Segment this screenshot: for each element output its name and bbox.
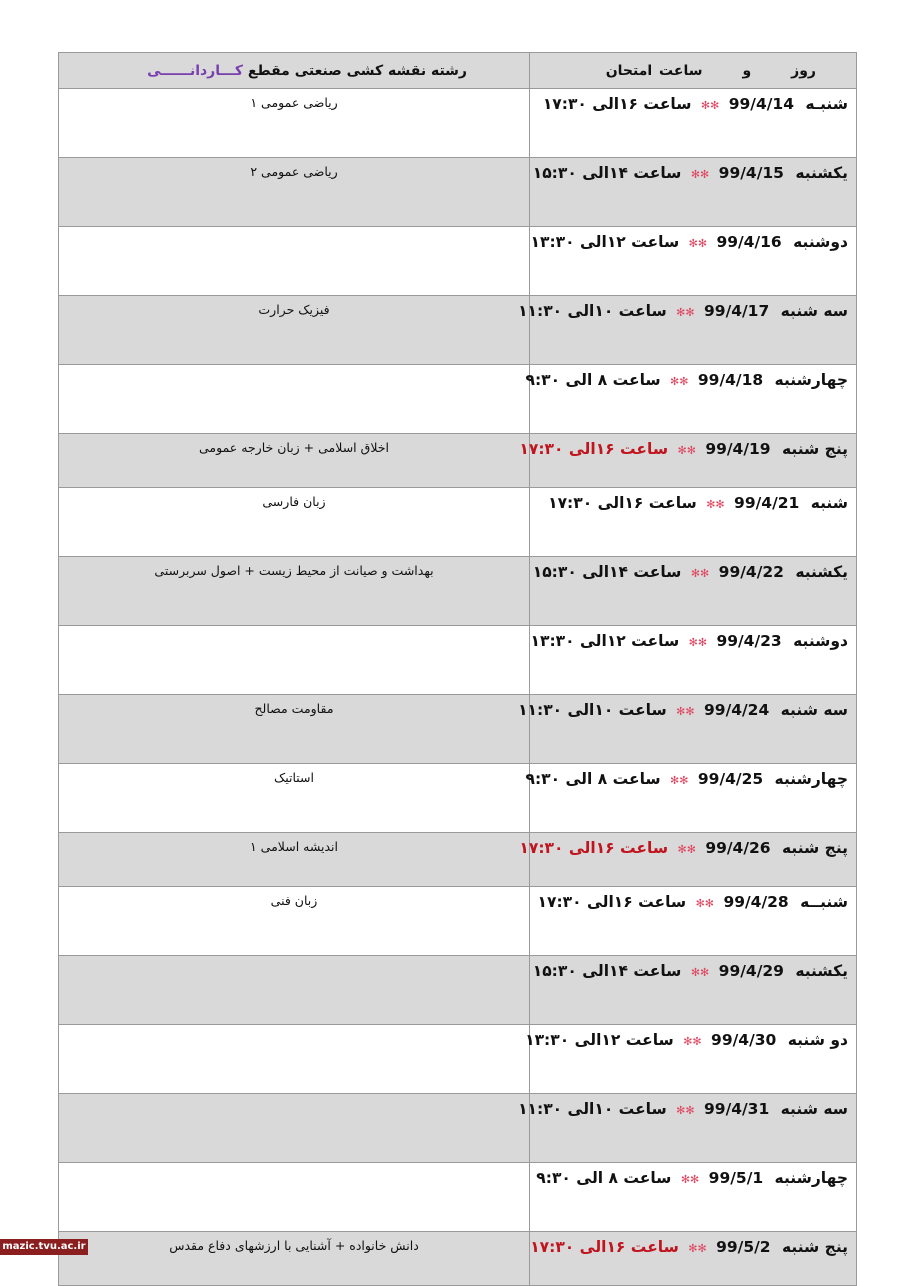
table-row (59, 956, 857, 1025)
time-label: ساعت ۱۲الی ۱۳:۳۰ (530, 233, 680, 251)
time-label: ساعت ۱۲الی ۱۳:۳۰ (525, 1031, 674, 1049)
course-cell: زبان فنی (59, 887, 530, 956)
star-marker: ✻✻ (688, 636, 708, 649)
time-label: ساعت ۱۲الی ۱۳:۳۰ (530, 632, 680, 650)
date-label: 99/5/2 (716, 1238, 771, 1256)
course-cell: ریاضی عمومی ۲ (59, 158, 530, 227)
exam-date-cell (525, 764, 857, 833)
day-label: یکشنبه (795, 164, 848, 182)
date-label: 99/4/26 (705, 839, 771, 857)
site-logo: mazic.tvu.ac.ir (0, 1239, 88, 1255)
table-row (59, 764, 857, 833)
time-label: ساعت ۱۶الی ۱۷:۳۰ (519, 440, 669, 458)
course-cell: مقاومت مصالح (59, 695, 530, 764)
day-label: یکشنبه (795, 962, 848, 980)
date-label: 99/4/14 (728, 95, 794, 113)
exam-date-cell (525, 1025, 857, 1094)
exam-schedule (59, 52, 857, 1286)
time-label: ساعت ۱۰الی ۱۱:۳۰ (518, 1100, 667, 1118)
time-label: ساعت ۱۶الی ۱۷:۳۰ (548, 494, 697, 512)
day-label: پنج شنبه (781, 440, 848, 458)
date-label: 99/4/29 (718, 962, 784, 980)
course-cell (59, 1025, 530, 1094)
star-marker: ✻✻ (695, 897, 715, 910)
time-label: ساعت ۸ الی ۹:۳۰ (525, 770, 661, 788)
time-label: ساعت ۸ الی ۹:۳۰ (536, 1169, 672, 1187)
exam-date-cell (518, 695, 857, 764)
date-label: 99/4/19 (705, 440, 771, 458)
day-label: دو شنبه (787, 1031, 848, 1049)
course-cell: ریاضی عمومی ۱ (59, 89, 530, 158)
star-marker: ✻✻ (688, 237, 708, 250)
time-label: ساعت ۱۰الی ۱۱:۳۰ (518, 302, 667, 320)
date-label: 99/5/1 (708, 1169, 764, 1187)
table-row (59, 89, 857, 158)
table-row (59, 227, 857, 296)
exam-date-cell (530, 89, 857, 158)
date-label: 99/4/25 (697, 770, 764, 788)
table-row (59, 434, 857, 488)
exam-date-cell (530, 887, 857, 956)
header-day-label: روز (791, 62, 816, 79)
course-cell: اندیشه اسلامی ۱ (59, 833, 530, 887)
time-label: ساعت ۱۰الی ۱۱:۳۰ (518, 701, 667, 719)
header-time-label: ساعت امتحان (605, 62, 703, 79)
exam-date-cell (519, 833, 857, 887)
header-day-time (530, 53, 857, 89)
day-label: پنج شنبه (781, 839, 848, 857)
course-cell: اخلاق اسلامی + زبان خارجه عمومی (59, 434, 530, 488)
course-cell: فیزیک حرارت (59, 296, 530, 365)
table-row (59, 158, 857, 227)
date-label: 99/4/21 (734, 494, 800, 512)
table-row (59, 557, 857, 626)
day-label: سه شنبه (780, 302, 848, 320)
star-marker: ✻✻ (670, 774, 689, 787)
date-label: 99/4/30 (711, 1031, 777, 1049)
day-label: دوشنبه (793, 632, 848, 650)
star-marker: ✻✻ (690, 168, 710, 181)
course-cell (59, 365, 530, 434)
day-label: دوشنبه (793, 233, 848, 251)
day-label: یکشنبه (795, 563, 848, 581)
time-label: ساعت ۱۶الی ۱۷:۳۰ (530, 1238, 679, 1256)
date-label: 99/4/16 (716, 233, 782, 251)
date-label: 99/4/23 (716, 632, 782, 650)
exam-date-cell (530, 227, 857, 296)
course-cell: دانش خانواده + آشنایی با ارزشهای دفاع مقدس (59, 1232, 530, 1286)
course-cell: بهداشت و صیانت از محیط زیست + اصول سربرستی (59, 557, 530, 626)
exam-date-cell (518, 296, 857, 365)
table-row (59, 296, 857, 365)
star-marker: ✻✻ (677, 843, 696, 856)
star-marker: ✻✻ (690, 966, 710, 979)
star-marker: ✻✻ (670, 375, 689, 388)
table-row (59, 488, 857, 557)
table-row (59, 887, 857, 956)
time-label: ساعت ۱۶الی ۱۷:۳۰ (537, 893, 687, 911)
exam-schedule-table (58, 52, 857, 1286)
exam-date-cell (530, 1163, 857, 1232)
exam-date-cell (530, 956, 857, 1025)
date-label: 99/4/31 (704, 1100, 770, 1118)
star-marker: ✻✻ (688, 1242, 707, 1255)
exam-date-cell (530, 1232, 857, 1286)
header-level-label: کـــاردانــــــی (147, 62, 243, 79)
exam-date-cell (519, 434, 857, 488)
star-marker: ✻✻ (677, 444, 696, 457)
course-cell (59, 1163, 530, 1232)
exam-date-cell (525, 365, 857, 434)
time-label: ساعت ۱۶الی ۱۷:۳۰ (542, 95, 692, 113)
star-marker: ✻✻ (683, 1035, 702, 1048)
table-row (59, 626, 857, 695)
table-row (59, 1094, 857, 1163)
date-label: 99/4/15 (718, 164, 784, 182)
table-row (59, 695, 857, 764)
time-label: ساعت ۱۴الی ۱۵:۳۰ (532, 962, 682, 980)
exam-date-cell (530, 488, 857, 557)
date-label: 99/4/24 (704, 701, 770, 719)
day-label: چهارشنبه (774, 770, 848, 788)
header-course-label: رشته نقشه کشی صنعتی مقطع (247, 62, 467, 79)
course-cell (59, 1094, 530, 1163)
course-cell: استاتیک (59, 764, 530, 833)
table-row (59, 1025, 857, 1094)
table-row (59, 365, 857, 434)
course-cell: زبان فارسی (59, 488, 530, 557)
exam-date-cell (530, 158, 857, 227)
day-label: شنبــه (800, 893, 848, 911)
day-label: شنبه (810, 494, 848, 512)
table-row (59, 833, 857, 887)
day-label: شنبـه (805, 95, 848, 113)
date-label: 99/4/22 (718, 563, 784, 581)
day-label: سه شنبه (780, 701, 848, 719)
star-marker: ✻✻ (680, 1173, 700, 1186)
star-marker: ✻✻ (706, 498, 725, 511)
header-course (59, 53, 530, 89)
star-marker: ✻✻ (690, 567, 710, 580)
star-marker: ✻✻ (676, 306, 695, 319)
table-row (59, 1163, 857, 1232)
date-label: 99/4/28 (723, 893, 789, 911)
day-label: سه شنبه (780, 1100, 848, 1118)
time-label: ساعت ۱۶الی ۱۷:۳۰ (519, 839, 669, 857)
star-marker: ✻✻ (676, 1104, 695, 1117)
course-cell (59, 956, 530, 1025)
exam-date-cell (530, 626, 857, 695)
table-header-row (59, 53, 857, 89)
exam-date-cell (530, 557, 857, 626)
star-marker: ✻✻ (676, 705, 695, 718)
time-label: ساعت ۸ الی ۹:۳۰ (525, 371, 661, 389)
exam-date-cell (518, 1094, 857, 1163)
table-row (59, 1232, 857, 1286)
star-marker: ✻✻ (700, 99, 720, 112)
day-label: چهارشنبه (774, 1169, 848, 1187)
header-and-label: و (742, 62, 752, 79)
course-cell (59, 227, 530, 296)
time-label: ساعت ۱۴الی ۱۵:۳۰ (532, 563, 682, 581)
date-label: 99/4/18 (697, 371, 764, 389)
time-label: ساعت ۱۴الی ۱۵:۳۰ (532, 164, 682, 182)
date-label: 99/4/17 (704, 302, 770, 320)
day-label: چهارشنبه (774, 371, 848, 389)
course-cell (59, 626, 530, 695)
day-label: پنج شنبه (781, 1238, 848, 1256)
